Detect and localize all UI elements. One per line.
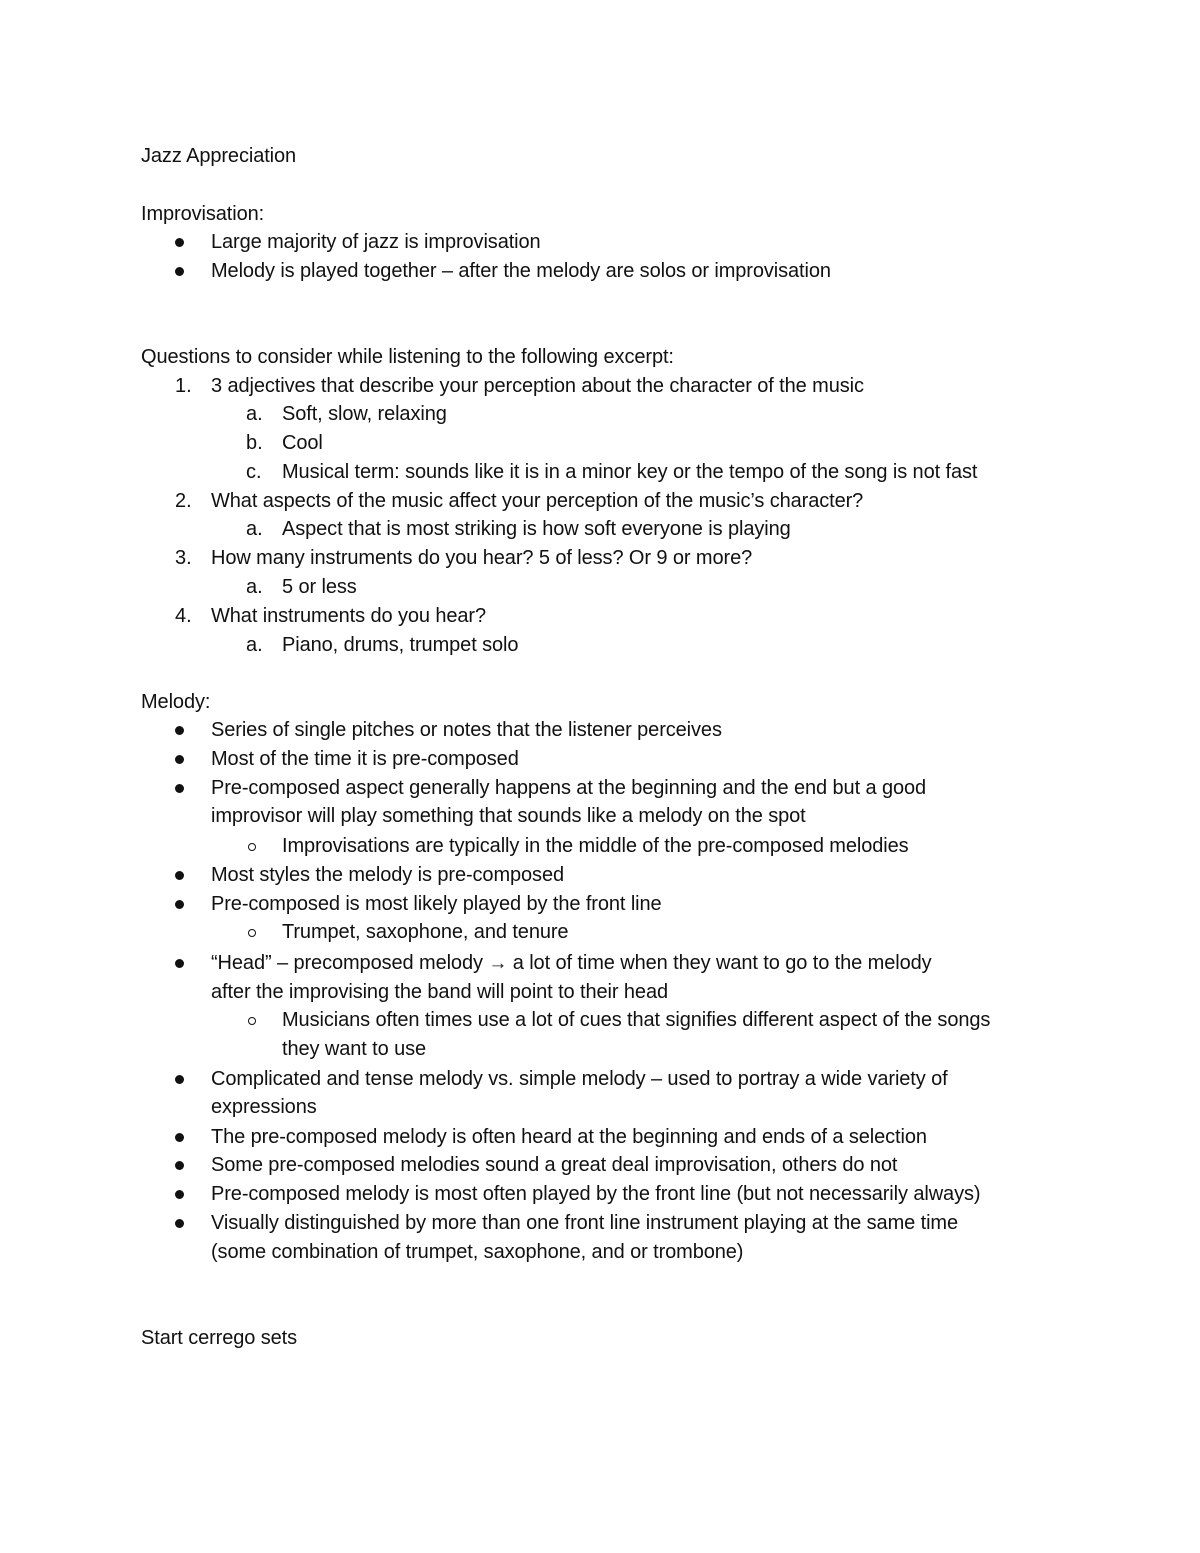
arrow-right-icon: → — [488, 953, 508, 974]
bullet-icon — [175, 1075, 184, 1084]
list-letter: a. — [246, 518, 263, 540]
list-letter: c. — [246, 461, 262, 483]
answer-text: Soft, slow, relaxing — [282, 403, 447, 425]
bullet-icon — [175, 1133, 184, 1142]
bullet-icon — [175, 755, 184, 764]
questions-heading: Questions to consider while listening to the following excerpt: — [141, 346, 674, 368]
bullet-icon — [175, 784, 184, 793]
list-item: Pre-composed aspect generally happens at the beginning and the end but a good — [211, 777, 927, 799]
document-title: Jazz Appreciation — [141, 145, 297, 167]
question-text: 3 adjectives that describe your perception about the character of the music — [211, 375, 864, 397]
list-item — [211, 949, 932, 978]
list-letter: a. — [246, 403, 263, 425]
closing-note: Start cerrego sets — [141, 1327, 298, 1349]
sub-list-item-continuation: they want to use — [282, 1038, 427, 1060]
improvisation-heading: Improvisation: — [141, 203, 265, 225]
head-explanation: a lot of time when they want to go to the melody — [512, 952, 932, 974]
list-number: 2. — [175, 490, 192, 512]
head-definition: “Head” – precomposed melody — [211, 952, 483, 974]
list-item-continuation: after the improvising the band will point to their head — [211, 981, 668, 1003]
melody-heading: Melody: — [141, 691, 211, 713]
list-item: Large majority of jazz is improvisation — [211, 231, 541, 253]
answer-text: Piano, drums, trumpet solo — [282, 634, 519, 656]
answer-text: Musical term: sounds like it is in a minor key or the tempo of the song is not fast — [282, 461, 978, 483]
list-item: The pre-composed melody is often heard at the beginning and ends of a selection — [211, 1126, 927, 1148]
list-letter: a. — [246, 576, 263, 598]
list-number: 3. — [175, 547, 192, 569]
list-item: Complicated and tense melody vs. simple melody – used to portray a wide variety of — [211, 1068, 948, 1090]
answer-text: 5 or less — [282, 576, 357, 598]
list-item: Some pre-composed melodies sound a great deal improvisation, others do not — [211, 1154, 898, 1176]
sub-bullet-icon — [248, 1017, 256, 1025]
list-item-continuation: expressions — [211, 1096, 317, 1118]
list-number: 1. — [175, 375, 192, 397]
bullet-icon — [175, 959, 184, 968]
bullet-icon — [175, 1219, 184, 1228]
bullet-icon — [175, 726, 184, 735]
sub-list-item: Improvisations are typically in the middle of the pre-composed melodies — [282, 835, 909, 857]
bullet-icon — [175, 267, 184, 276]
bullet-icon — [175, 238, 184, 247]
question-text: What aspects of the music affect your perception of the music’s character? — [211, 490, 864, 512]
sub-list-item: Musicians often times use a lot of cues that signifies different aspect of the songs — [282, 1009, 991, 1031]
sub-bullet-icon — [248, 929, 256, 937]
sub-bullet-icon — [248, 843, 256, 851]
list-item-continuation: (some combination of trumpet, saxophone, and or trombone) — [211, 1241, 744, 1263]
list-item: Pre-composed is most likely played by the front line — [211, 893, 662, 915]
list-item: Melody is played together – after the melody are solos or improvisation — [211, 260, 831, 282]
bullet-icon — [175, 900, 184, 909]
list-item: Series of single pitches or notes that the listener perceives — [211, 719, 722, 741]
list-item: Visually distinguished by more than one front line instrument playing at the same time — [211, 1212, 958, 1234]
answer-text: Aspect that is most striking is how soft everyone is playing — [282, 518, 791, 540]
sub-list-item: Trumpet, saxophone, and tenure — [282, 921, 569, 943]
list-letter: a. — [246, 634, 263, 656]
answer-text: Cool — [282, 432, 323, 454]
question-text: What instruments do you hear? — [211, 605, 487, 627]
bullet-icon — [175, 871, 184, 880]
question-text: How many instruments do you hear? 5 of less? Or 9 or more? — [211, 547, 753, 569]
bullet-icon — [175, 1190, 184, 1199]
list-item: Pre-composed melody is most often played by the front line (but not necessarily always) — [211, 1183, 981, 1205]
list-item-continuation: improvisor will play something that sounds like a melody on the spot — [211, 805, 806, 827]
list-item: Most of the time it is pre-composed — [211, 748, 519, 770]
list-letter: b. — [246, 432, 263, 454]
list-number: 4. — [175, 605, 192, 627]
list-item: Most styles the melody is pre-composed — [211, 864, 565, 886]
bullet-icon — [175, 1161, 184, 1170]
